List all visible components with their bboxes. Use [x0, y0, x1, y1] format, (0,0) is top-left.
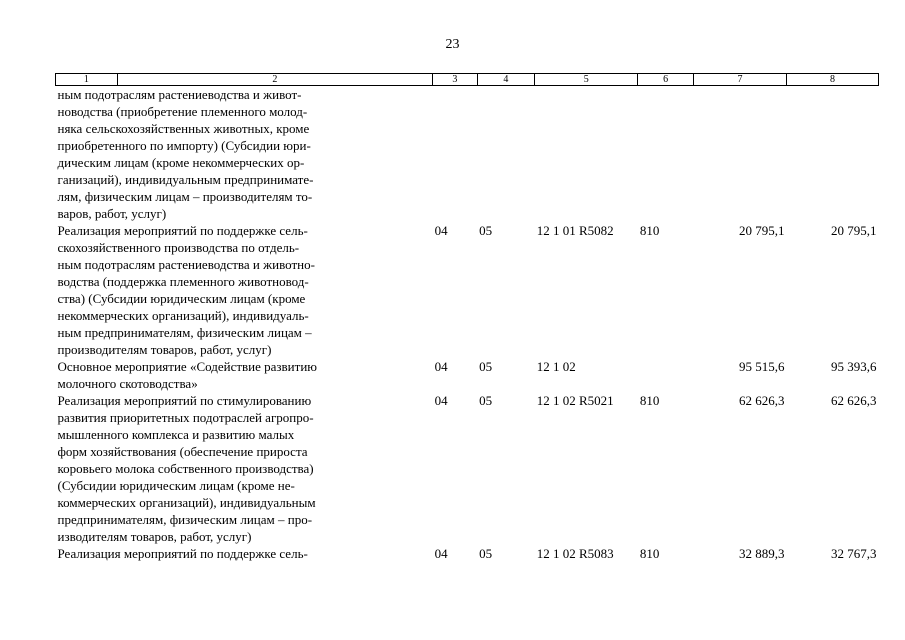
row-expense-type [638, 358, 694, 392]
column-number-1: 1 [56, 74, 118, 86]
description-line: форм хозяйствования (обеспечение прироста [57, 444, 308, 459]
page-number: 23 [445, 37, 460, 52]
row-description [56, 358, 433, 392]
row-section-code: 04 [434, 546, 448, 561]
description-line: коровьего молока собственного производства) [57, 461, 314, 476]
row-amount-planned: 20 795,1 [738, 223, 785, 238]
description-line: некоммерческих организаций), индивидуаль- [57, 308, 309, 323]
column-number-6: 6 [638, 74, 694, 86]
row-section-code [433, 86, 477, 223]
description-line: Основное мероприятие «Содействие развитию [57, 359, 317, 374]
row-amount-executed: 62 626,3 [831, 393, 877, 408]
column-number-7: 7 [693, 74, 786, 86]
description-line: предпринимателям, физическим лицам – про- [57, 512, 313, 527]
column-number-2: 2 [117, 74, 432, 86]
row-amount-planned: 95 515,6 [738, 359, 785, 374]
description-line: дическим лицам (кроме некоммерческих ор- [57, 155, 305, 170]
row-amount-planned [693, 86, 786, 223]
row-target-article: 12 1 01 R5082 [536, 223, 614, 238]
row-expense-type [638, 86, 694, 223]
column-number-8: 8 [786, 74, 878, 86]
description-line: производителям товаров, работ, услуг) [57, 342, 272, 357]
description-line: лям, физическим лицам – производителям то- [57, 189, 313, 204]
description-line: ным предпринимателям, физическим лицам – [57, 325, 312, 340]
description-line: варов, работ, услуг) [57, 206, 167, 221]
row-target-article [535, 86, 638, 223]
row-subsection-code: 05 [479, 393, 493, 408]
row-amount-executed: 20 795,1 [831, 223, 877, 238]
row-target-article: 12 1 02 R5083 [536, 546, 614, 561]
row-amount-executed: 32 767,3 [831, 546, 877, 561]
description-line: няка сельскохозяйственных животных, кроме [57, 121, 310, 136]
table-row [56, 358, 879, 392]
row-subsection-code: 05 [479, 359, 493, 374]
row-amount-executed: 95 393,6 [831, 359, 877, 374]
row-section-code: 04 [434, 359, 448, 374]
row-amount-planned: 62 626,3 [738, 393, 785, 408]
column-number-row [56, 74, 879, 86]
description-line: коммерческих организаций), индивидуальным [57, 495, 316, 510]
row-subsection-code: 05 [479, 546, 493, 561]
column-number-5: 5 [535, 74, 638, 86]
row-description [56, 545, 433, 562]
description-line: скохозяйственного производства по отдель- [57, 240, 300, 255]
description-line: (Субсидии юридическим лицам (кроме не- [57, 478, 295, 493]
description-line: Реализация мероприятий по стимулированию [57, 393, 312, 408]
description-line: мышленного комплекса и развитию малых [57, 427, 295, 442]
column-number-4: 4 [477, 74, 535, 86]
row-section-code: 04 [434, 223, 448, 238]
budget-table [55, 73, 879, 562]
table-row [56, 545, 879, 562]
description-line: молочного скотоводства» [57, 376, 198, 391]
description-line: ства) (Субсидии юридическим лицам (кроме [57, 291, 306, 306]
row-target-article: 12 1 02 R5021 [536, 393, 614, 408]
row-section-code: 04 [434, 393, 448, 408]
description-line: ганизаций), индивидуальным предпринимате- [57, 172, 314, 187]
row-expense-type: 810 [639, 546, 660, 561]
description-line: изводителям товаров, работ, услуг) [57, 529, 252, 544]
description-line: развития приоритетных подотраслей агропро- [57, 410, 314, 425]
row-subsection-code [477, 86, 535, 223]
description-line: Реализация мероприятий по поддержке сель- [57, 546, 308, 561]
column-number-3: 3 [433, 74, 477, 86]
description-line: ным подотраслям растениеводства и живот- [57, 87, 302, 102]
row-subsection-code: 05 [479, 223, 493, 238]
row-description [56, 222, 433, 358]
table-row [56, 222, 879, 358]
row-expense-type: 810 [639, 223, 660, 238]
description-line: Реализация мероприятий по поддержке сель- [57, 223, 308, 238]
row-amount-planned: 32 889,3 [738, 546, 785, 561]
description-line: новодства (приобретение племенного молод- [57, 104, 308, 119]
row-target-article: 12 1 02 [536, 359, 576, 374]
table-row [56, 86, 879, 223]
row-description [56, 86, 433, 223]
table-row [56, 392, 879, 545]
description-line: приобретенного по импорту) (Субсидии юри- [57, 138, 311, 153]
description-line: ным подотраслям растениеводства и животно- [57, 257, 315, 272]
row-description [56, 392, 433, 545]
table-body [56, 86, 879, 563]
description-line: водства (поддержка племенного животновод- [57, 274, 309, 289]
row-expense-type: 810 [639, 393, 660, 408]
row-amount-executed [786, 86, 878, 223]
